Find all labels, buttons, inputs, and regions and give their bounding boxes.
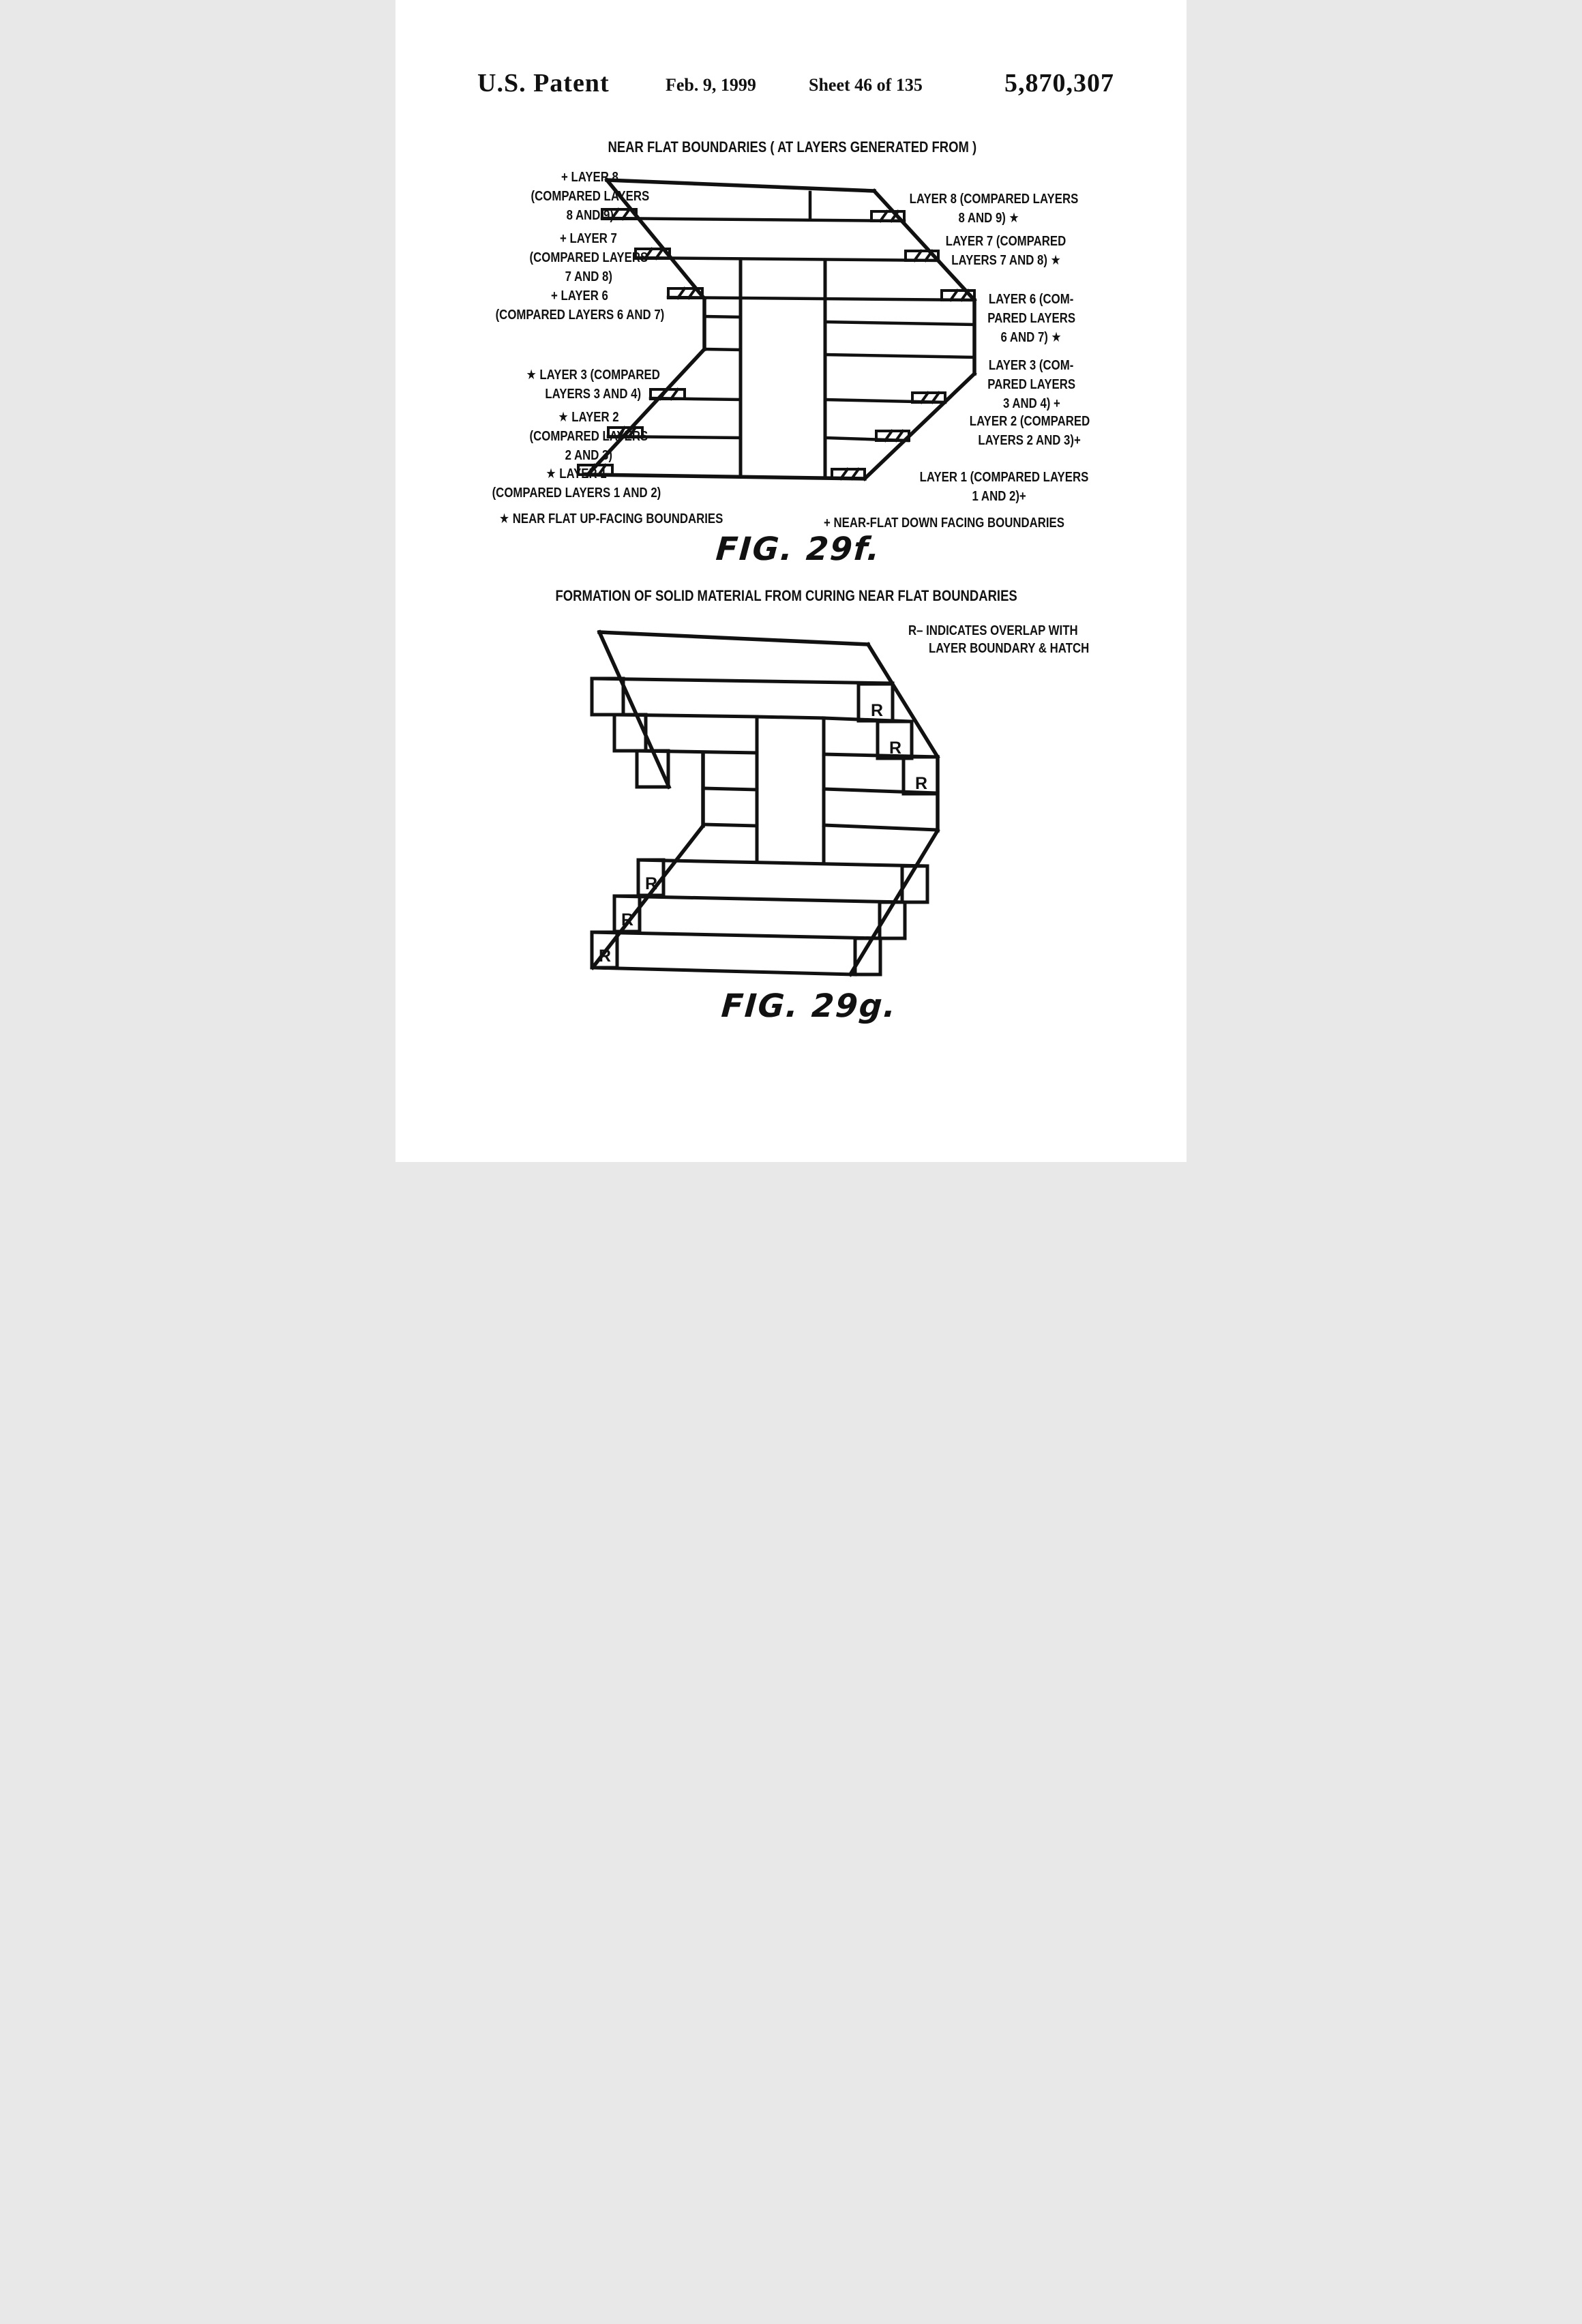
patent-header-date: Feb. 9, 1999 — [666, 75, 756, 95]
svg-text:R: R — [871, 701, 884, 720]
label-layer-6-left: + LAYER 6 (COMPARED LAYERS 6 AND 7) — [495, 288, 664, 323]
svg-text:R: R — [915, 774, 928, 793]
label-layer-6-right: LAYER 6 (COM- PARED LAYERS 6 AND 7) ★ — [987, 292, 1075, 345]
fig29f-caption: FIG. 29f. — [715, 531, 882, 568]
patent-header-title: U.S. Patent — [477, 69, 610, 98]
label-layer-8-left: + LAYER 8 (COMPARED LAYERS 8 AND 9) — [531, 170, 649, 223]
fig29g-central-column — [757, 717, 824, 863]
fig29f-title: NEAR FLAT BOUNDARIES ( AT LAYERS GENERATED FROM ) — [608, 138, 977, 155]
fig29g-legend: R– INDICATES OVERLAP WITH LAYER BOUNDARY & HATCH — [908, 623, 1090, 656]
patent-sheet — [395, 0, 1186, 1162]
label-layer-2-left: ★ LAYER 2 (COMPARED LAYERS 2 AND 3) — [529, 410, 648, 463]
svg-text:R: R — [621, 910, 634, 929]
label-layer-7-left: + LAYER 7 (COMPARED LAYERS 7 AND 8) — [529, 231, 648, 284]
label-layer-2-right: LAYER 2 (COMPARED LAYERS 2 AND 3)+ — [969, 414, 1090, 448]
label-layer-1-right: LAYER 1 (COMPARED LAYERS 1 AND 2)+ — [919, 470, 1089, 504]
patent-header-sheet: Sheet 46 of 135 — [809, 75, 923, 95]
svg-text:R: R — [645, 874, 658, 893]
legend-up-facing: ★ NEAR FLAT UP-FACING BOUNDARIES — [499, 511, 723, 526]
svg-text:R: R — [599, 947, 612, 966]
label-layer-3-left: ★ LAYER 3 (COMPARED LAYERS 3 AND 4) — [526, 368, 661, 402]
fig29g-title: FORMATION OF SOLID MATERIAL FROM CURING NEAR FLAT BOUNDARIES — [555, 587, 1017, 604]
patent-header-number: 5,870,307 — [1004, 69, 1114, 98]
svg-text:R: R — [889, 739, 902, 758]
legend-down-facing: + NEAR-FLAT DOWN FACING BOUNDARIES — [824, 516, 1064, 531]
label-layer-8-right: LAYER 8 (COMPARED LAYERS 8 AND 9) ★ — [909, 192, 1079, 226]
label-layer-7-right: LAYER 7 (COMPARED LAYERS 7 AND 8) ★ — [945, 234, 1066, 268]
fig29g-caption: FIG. 29g. — [720, 987, 899, 1025]
label-layer-1-left: ★ LAYER 1 (COMPARED LAYERS 1 AND 2) — [492, 466, 661, 501]
fig29f-central-column — [741, 259, 825, 477]
label-layer-3-right: LAYER 3 (COM- PARED LAYERS 3 AND 4) + — [987, 358, 1075, 411]
fig29g-drawing — [395, 614, 1186, 996]
